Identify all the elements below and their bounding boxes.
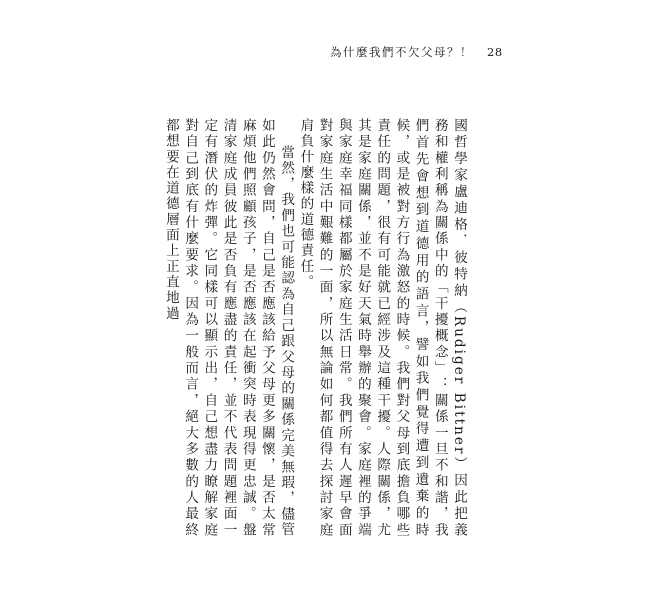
body-text bbox=[162, 118, 468, 538]
page-number: 28 bbox=[487, 45, 503, 59]
paragraph-1: 國哲學家盧迪格．彼特納（Rudiger Bittner）因此把義務和權利稱為關係中的「干擾概念」：關係一旦不和諧，我們首先會想到道德用的語言，譬如我們覺得遭到遺棄的時候，或是被對方行為激怒的時候。我們對父母到底擔負哪些責任的問題，很有可能就已經涉及這種干擾。人際關係，尤其是家庭關係，並不是好天氣時舉辦的聚會。家庭裡的爭端與家庭幸福同樣都屬於家庭生活日常。我們所有人遲早會面對家庭生活中艱難的一面，所以無論如何都值得去探討家庭肩負什麼樣的道德責任。 bbox=[297, 118, 467, 538]
paragraph-2: 當然，我們也可能認為自己跟父母的關係完美無瑕，儘管如此仍然會問，自己是否應該給予父母更多關懷，是否太常麻煩他們照顧孩子，是否應該在起衝突時表現得更忠誠。盤清家庭成員彼此是否負有應盡的責任，並不代表問題裡面一定有潛伏的炸彈。它同樣可以顯示出，自己想盡力瞭解家庭對自己到底有什麼要求。因為一般而言，絕大多數的人最終都想要在道德層面上正直地過 bbox=[162, 118, 295, 538]
running-title: 為什麼我們不欠父母？！ bbox=[330, 45, 473, 59]
running-header bbox=[330, 44, 503, 60]
